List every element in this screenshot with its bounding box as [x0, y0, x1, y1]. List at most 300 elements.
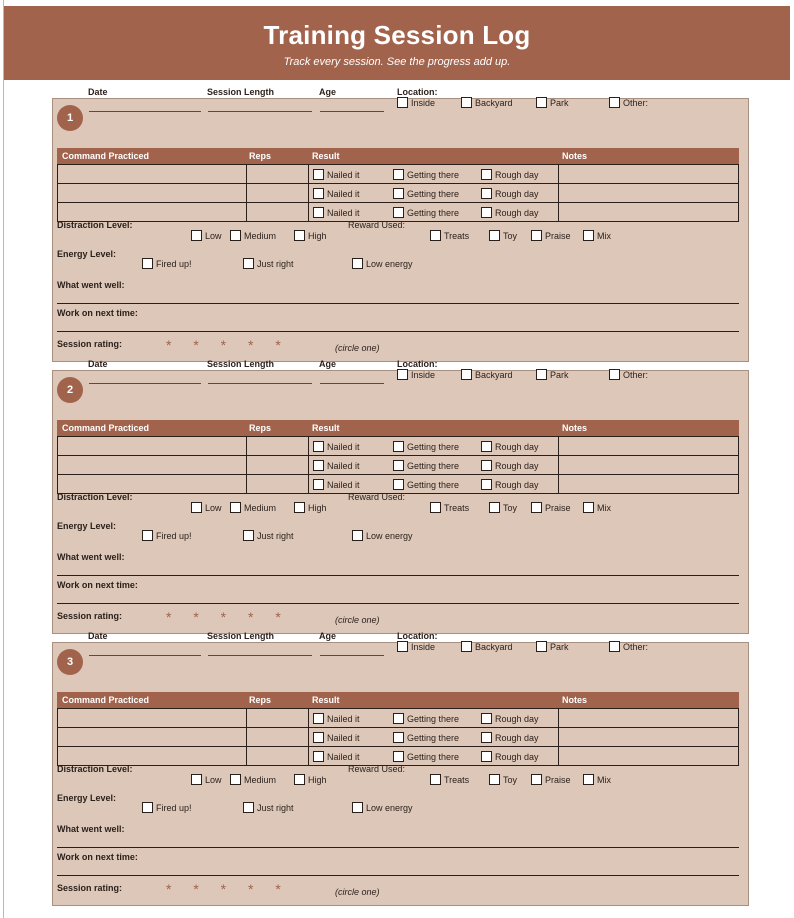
- result-option[interactable]: [481, 713, 539, 724]
- result-option[interactable]: [481, 169, 539, 180]
- checkbox[interactable]: [393, 479, 404, 490]
- location-option[interactable]: [461, 369, 513, 380]
- checkbox[interactable]: [243, 258, 254, 269]
- checkbox[interactable]: [481, 713, 492, 724]
- location-option[interactable]: [397, 369, 435, 380]
- option-label: Low energy: [366, 802, 413, 813]
- option-label: Backyard: [475, 641, 513, 652]
- checkbox[interactable]: [393, 732, 404, 743]
- checkbox[interactable]: [352, 258, 363, 269]
- checkbox[interactable]: [313, 460, 324, 471]
- work-on-next-time-label: Work on next time:: [57, 852, 138, 862]
- option-label: Medium: [244, 774, 277, 785]
- result-option[interactable]: [313, 460, 360, 471]
- checkbox[interactable]: [609, 369, 620, 380]
- option-label: Backyard: [475, 369, 513, 380]
- reward-option[interactable]: [583, 502, 611, 513]
- table-row: [58, 456, 738, 475]
- checkbox[interactable]: [461, 369, 472, 380]
- session-block: [52, 98, 749, 362]
- work-on-next-time-label: Work on next time:: [57, 580, 138, 590]
- checkbox[interactable]: [481, 460, 492, 471]
- session-number-badge: 3: [57, 649, 83, 675]
- command-cell[interactable]: [58, 456, 247, 474]
- result-option[interactable]: [393, 207, 459, 218]
- checkbox[interactable]: [352, 802, 363, 813]
- option-label: Other:: [623, 641, 649, 652]
- result-option[interactable]: [393, 479, 459, 490]
- session-table: [57, 692, 739, 766]
- checkbox[interactable]: [313, 169, 324, 180]
- option-label: Medium: [244, 502, 277, 513]
- checkbox[interactable]: [531, 774, 542, 785]
- option-label: Rough day: [495, 169, 539, 180]
- result-option[interactable]: [393, 441, 459, 452]
- command-cell[interactable]: [58, 165, 247, 183]
- location-option[interactable]: [609, 641, 648, 652]
- checkbox[interactable]: [481, 732, 492, 743]
- option-label: Low: [205, 230, 222, 241]
- circle-one-note: (circle one): [335, 343, 380, 353]
- option-label: Treats: [444, 502, 470, 513]
- reward-option[interactable]: [531, 774, 571, 785]
- reward-option[interactable]: [489, 502, 517, 513]
- option-label: Nailed it: [327, 751, 360, 762]
- energy-option[interactable]: [352, 258, 413, 269]
- reps-cell[interactable]: [246, 437, 309, 455]
- notes-cell[interactable]: [559, 709, 739, 727]
- option-label: Just right: [257, 802, 294, 813]
- location-option[interactable]: [536, 97, 569, 108]
- option-label: Nailed it: [327, 732, 360, 743]
- checkbox[interactable]: [397, 97, 408, 108]
- reward-option[interactable]: [489, 774, 517, 785]
- checkbox[interactable]: [489, 774, 500, 785]
- checkbox[interactable]: [393, 713, 404, 724]
- notes-cell[interactable]: [559, 728, 739, 746]
- option-label: Rough day: [495, 207, 539, 218]
- reward-option[interactable]: [430, 774, 469, 785]
- reps-cell[interactable]: [246, 747, 309, 765]
- reps-cell[interactable]: [246, 184, 309, 202]
- checkbox[interactable]: [430, 502, 441, 513]
- option-label: Park: [550, 641, 569, 652]
- result-option[interactable]: [313, 732, 360, 743]
- location-option[interactable]: [609, 369, 648, 380]
- col-reps: Reps: [249, 423, 272, 433]
- col-notes: Notes: [562, 695, 588, 705]
- page-subtitle: Track every session. See the progress add up.: [283, 56, 511, 68]
- option-label: Other:: [623, 97, 649, 108]
- checkbox[interactable]: [230, 774, 241, 785]
- result-option[interactable]: [313, 188, 360, 199]
- session-length-label: Session Length: [207, 87, 275, 97]
- location-label: Location:: [397, 359, 438, 369]
- location-option[interactable]: [609, 97, 648, 108]
- checkbox[interactable]: [536, 97, 547, 108]
- rating-stars[interactable]: * * * * *: [166, 337, 290, 353]
- result-option[interactable]: [313, 169, 360, 180]
- option-label: Getting there: [407, 713, 460, 724]
- what-went-well-line[interactable]: [57, 575, 739, 576]
- what-went-well-line[interactable]: [57, 303, 739, 304]
- session-length-field[interactable]: [208, 655, 312, 656]
- table-row: [58, 184, 738, 203]
- session-length-field[interactable]: [208, 111, 312, 112]
- location-option[interactable]: [397, 641, 435, 652]
- distraction-option[interactable]: [191, 774, 222, 785]
- reward-option[interactable]: [531, 502, 571, 513]
- checkbox[interactable]: [352, 530, 363, 541]
- result-option[interactable]: [313, 713, 360, 724]
- energy-option[interactable]: [243, 258, 294, 269]
- location-option[interactable]: [536, 369, 569, 380]
- distraction-option[interactable]: [191, 502, 222, 513]
- option-label: Getting there: [407, 460, 460, 471]
- age-label: Age: [319, 631, 337, 641]
- notes-cell[interactable]: [559, 184, 739, 202]
- checkbox[interactable]: [583, 230, 594, 241]
- session-table: [57, 148, 739, 222]
- option-label: Rough day: [495, 188, 539, 199]
- checkbox[interactable]: [230, 230, 241, 241]
- work-on-next-time-label: Work on next time:: [57, 308, 138, 318]
- option-label: Treats: [444, 230, 470, 241]
- checkbox[interactable]: [142, 802, 153, 813]
- page-header: [4, 6, 790, 80]
- option-label: Inside: [411, 369, 436, 380]
- reps-cell[interactable]: [246, 203, 309, 221]
- checkbox[interactable]: [313, 713, 324, 724]
- checkbox[interactable]: [191, 502, 202, 513]
- command-cell[interactable]: [58, 728, 247, 746]
- reps-cell[interactable]: [246, 709, 309, 727]
- checkbox[interactable]: [397, 369, 408, 380]
- checkbox[interactable]: [481, 188, 492, 199]
- checkbox[interactable]: [393, 169, 404, 180]
- distraction-option[interactable]: [294, 502, 327, 513]
- table-header: [57, 692, 739, 708]
- checkbox[interactable]: [313, 207, 324, 218]
- notes-cell[interactable]: [559, 747, 739, 765]
- option-label: Rough day: [495, 713, 539, 724]
- col-command-practiced: Command Practiced: [62, 695, 150, 705]
- option-label: Nailed it: [327, 713, 360, 724]
- checkbox[interactable]: [583, 502, 594, 513]
- col-notes: Notes: [562, 151, 588, 161]
- option-label: Fired up!: [156, 530, 192, 541]
- checkbox[interactable]: [294, 502, 305, 513]
- date-field[interactable]: [89, 383, 201, 384]
- session-rating-label: Session rating:: [57, 339, 123, 349]
- checkbox[interactable]: [243, 802, 254, 813]
- energy-option[interactable]: [352, 802, 413, 813]
- option-label: Just right: [257, 258, 294, 269]
- location-option[interactable]: [397, 97, 435, 108]
- result-option[interactable]: [481, 441, 539, 452]
- result-option[interactable]: [393, 460, 459, 471]
- option-label: Backyard: [475, 97, 513, 108]
- checkbox[interactable]: [536, 641, 547, 652]
- reward-option[interactable]: [583, 774, 611, 785]
- session-number-badge: 2: [57, 377, 83, 403]
- option-label: Praise: [545, 230, 571, 241]
- option-label: Toy: [503, 774, 518, 785]
- distraction-option[interactable]: [230, 774, 276, 785]
- checkbox[interactable]: [583, 774, 594, 785]
- col-reps: Reps: [249, 695, 272, 705]
- what-went-well-label: What went well:: [57, 824, 125, 834]
- checkbox[interactable]: [393, 207, 404, 218]
- option-label: Park: [550, 369, 569, 380]
- option-label: Mix: [597, 230, 611, 241]
- checkbox[interactable]: [191, 230, 202, 241]
- session-length-field[interactable]: [208, 383, 312, 384]
- col-command-practiced: Command Practiced: [62, 423, 150, 433]
- command-cell[interactable]: [58, 747, 247, 765]
- reward-option[interactable]: [430, 502, 469, 513]
- location-option[interactable]: [536, 641, 569, 652]
- command-cell[interactable]: [58, 437, 247, 455]
- energy-option[interactable]: [352, 530, 413, 541]
- rating-stars[interactable]: * * * * *: [166, 609, 290, 625]
- checkbox[interactable]: [489, 230, 500, 241]
- checkbox[interactable]: [531, 230, 542, 241]
- checkbox[interactable]: [393, 751, 404, 762]
- result-option[interactable]: [313, 479, 360, 490]
- date-field[interactable]: [89, 655, 201, 656]
- work-on-next-time-line[interactable]: [57, 875, 739, 876]
- result-option[interactable]: [393, 732, 459, 743]
- date-label: Date: [88, 631, 108, 641]
- energy-level-label: Energy Level:: [57, 249, 117, 259]
- result-option[interactable]: [313, 207, 360, 218]
- option-label: Nailed it: [327, 188, 360, 199]
- notes-cell[interactable]: [559, 456, 739, 474]
- distraction-level-label: Distraction Level:: [57, 220, 133, 230]
- energy-option[interactable]: [243, 530, 294, 541]
- checkbox[interactable]: [489, 502, 500, 513]
- option-label: Rough day: [495, 751, 539, 762]
- checkbox[interactable]: [191, 774, 202, 785]
- checkbox[interactable]: [393, 441, 404, 452]
- option-label: Fired up!: [156, 258, 192, 269]
- col-command-practiced: Command Practiced: [62, 151, 150, 161]
- reps-cell[interactable]: [246, 728, 309, 746]
- reward-option[interactable]: [531, 230, 571, 241]
- option-label: Low energy: [366, 530, 413, 541]
- reward-option[interactable]: [583, 230, 611, 241]
- distraction-option[interactable]: [191, 230, 222, 241]
- session-rating-label: Session rating:: [57, 611, 123, 621]
- option-label: Nailed it: [327, 441, 360, 452]
- table-row: [58, 709, 738, 728]
- option-label: Fired up!: [156, 802, 192, 813]
- distraction-option[interactable]: [230, 230, 276, 241]
- date-field[interactable]: [89, 111, 201, 112]
- option-label: Getting there: [407, 188, 460, 199]
- session-rating-label: Session rating:: [57, 883, 123, 893]
- location-option[interactable]: [461, 641, 513, 652]
- result-option[interactable]: [313, 751, 360, 762]
- session-number-badge: 1: [57, 105, 83, 131]
- checkbox[interactable]: [481, 207, 492, 218]
- table-header: [57, 420, 739, 436]
- checkbox[interactable]: [430, 774, 441, 785]
- notes-cell[interactable]: [559, 165, 739, 183]
- session-block: [52, 370, 749, 634]
- age-field[interactable]: [320, 111, 384, 112]
- date-label: Date: [88, 359, 108, 369]
- reps-cell[interactable]: [246, 475, 309, 493]
- checkbox[interactable]: [142, 530, 153, 541]
- energy-level-label: Energy Level:: [57, 521, 117, 531]
- option-label: Just right: [257, 530, 294, 541]
- option-label: High: [308, 230, 327, 241]
- energy-option[interactable]: [142, 258, 192, 269]
- what-went-well-label: What went well:: [57, 552, 125, 562]
- command-cell[interactable]: [58, 475, 247, 493]
- checkbox[interactable]: [313, 732, 324, 743]
- age-label: Age: [319, 87, 337, 97]
- session-block: [52, 642, 749, 906]
- checkbox[interactable]: [142, 258, 153, 269]
- checkbox[interactable]: [313, 441, 324, 452]
- checkbox[interactable]: [481, 751, 492, 762]
- notes-cell[interactable]: [559, 203, 739, 221]
- distraction-level-label: Distraction Level:: [57, 492, 133, 502]
- result-option[interactable]: [481, 188, 539, 199]
- option-label: Getting there: [407, 732, 460, 743]
- option-label: Other:: [623, 369, 649, 380]
- result-option[interactable]: [393, 169, 459, 180]
- result-option[interactable]: [481, 732, 539, 743]
- result-option[interactable]: [481, 207, 539, 218]
- table-body: [57, 436, 739, 494]
- rating-stars[interactable]: * * * * *: [166, 881, 290, 897]
- checkbox[interactable]: [313, 479, 324, 490]
- distraction-option[interactable]: [230, 502, 276, 513]
- option-label: Mix: [597, 502, 611, 513]
- result-option[interactable]: [393, 751, 459, 762]
- checkbox[interactable]: [397, 641, 408, 652]
- reward-option[interactable]: [489, 230, 517, 241]
- age-field[interactable]: [320, 655, 384, 656]
- notes-cell[interactable]: [559, 437, 739, 455]
- page-title: Training Session Log: [263, 20, 531, 50]
- age-field[interactable]: [320, 383, 384, 384]
- checkbox[interactable]: [609, 97, 620, 108]
- checkbox[interactable]: [536, 369, 547, 380]
- result-option[interactable]: [481, 460, 539, 471]
- reps-cell[interactable]: [246, 165, 309, 183]
- session-length-label: Session Length: [207, 359, 275, 369]
- age-label: Age: [319, 359, 337, 369]
- option-label: Nailed it: [327, 460, 360, 471]
- work-on-next-time-line[interactable]: [57, 331, 739, 332]
- energy-level-label: Energy Level:: [57, 793, 117, 803]
- checkbox[interactable]: [481, 169, 492, 180]
- checkbox[interactable]: [393, 460, 404, 471]
- location-label: Location:: [397, 631, 438, 641]
- location-label: Location:: [397, 87, 438, 97]
- col-result: Result: [312, 423, 340, 433]
- option-label: Toy: [503, 502, 518, 513]
- energy-option[interactable]: [142, 530, 192, 541]
- checkbox[interactable]: [461, 97, 472, 108]
- option-label: Rough day: [495, 441, 539, 452]
- checkbox[interactable]: [393, 188, 404, 199]
- result-option[interactable]: [393, 188, 459, 199]
- option-label: Low: [205, 502, 222, 513]
- checkbox[interactable]: [294, 774, 305, 785]
- checkbox[interactable]: [313, 751, 324, 762]
- option-label: Getting there: [407, 479, 460, 490]
- checkbox[interactable]: [481, 479, 492, 490]
- option-label: Low: [205, 774, 222, 785]
- distraction-option[interactable]: [294, 774, 327, 785]
- checkbox[interactable]: [531, 502, 542, 513]
- reward-option[interactable]: [430, 230, 469, 241]
- what-went-well-line[interactable]: [57, 847, 739, 848]
- result-option[interactable]: [393, 713, 459, 724]
- what-went-well-label: What went well:: [57, 280, 125, 290]
- circle-one-note: (circle one): [335, 887, 380, 897]
- checkbox[interactable]: [609, 641, 620, 652]
- session-length-label: Session Length: [207, 631, 275, 641]
- table-row: [58, 437, 738, 456]
- result-option[interactable]: [481, 479, 539, 490]
- command-cell[interactable]: [58, 203, 247, 221]
- work-on-next-time-line[interactable]: [57, 603, 739, 604]
- checkbox[interactable]: [481, 441, 492, 452]
- energy-option[interactable]: [142, 802, 192, 813]
- option-label: Mix: [597, 774, 611, 785]
- reps-cell[interactable]: [246, 456, 309, 474]
- option-label: Park: [550, 97, 569, 108]
- energy-option[interactable]: [243, 802, 294, 813]
- command-cell[interactable]: [58, 709, 247, 727]
- option-label: Medium: [244, 230, 277, 241]
- option-label: High: [308, 774, 327, 785]
- checkbox[interactable]: [294, 230, 305, 241]
- option-label: Getting there: [407, 207, 460, 218]
- option-label: Getting there: [407, 169, 460, 180]
- option-label: Getting there: [407, 441, 460, 452]
- command-cell[interactable]: [58, 184, 247, 202]
- reward-used-label: Reward Used:: [348, 764, 406, 774]
- checkbox[interactable]: [313, 188, 324, 199]
- option-label: Nailed it: [327, 169, 360, 180]
- checkbox[interactable]: [243, 530, 254, 541]
- distraction-option[interactable]: [294, 230, 327, 241]
- result-option[interactable]: [313, 441, 360, 452]
- table-body: [57, 164, 739, 222]
- result-option[interactable]: [481, 751, 539, 762]
- checkbox[interactable]: [430, 230, 441, 241]
- col-result: Result: [312, 151, 340, 161]
- checkbox[interactable]: [230, 502, 241, 513]
- col-notes: Notes: [562, 423, 588, 433]
- option-label: Toy: [503, 230, 518, 241]
- checkbox[interactable]: [461, 641, 472, 652]
- notes-cell[interactable]: [559, 475, 739, 493]
- reward-used-label: Reward Used:: [348, 492, 406, 502]
- option-label: Inside: [411, 97, 436, 108]
- location-option[interactable]: [461, 97, 513, 108]
- col-reps: Reps: [249, 151, 272, 161]
- table-row: [58, 165, 738, 184]
